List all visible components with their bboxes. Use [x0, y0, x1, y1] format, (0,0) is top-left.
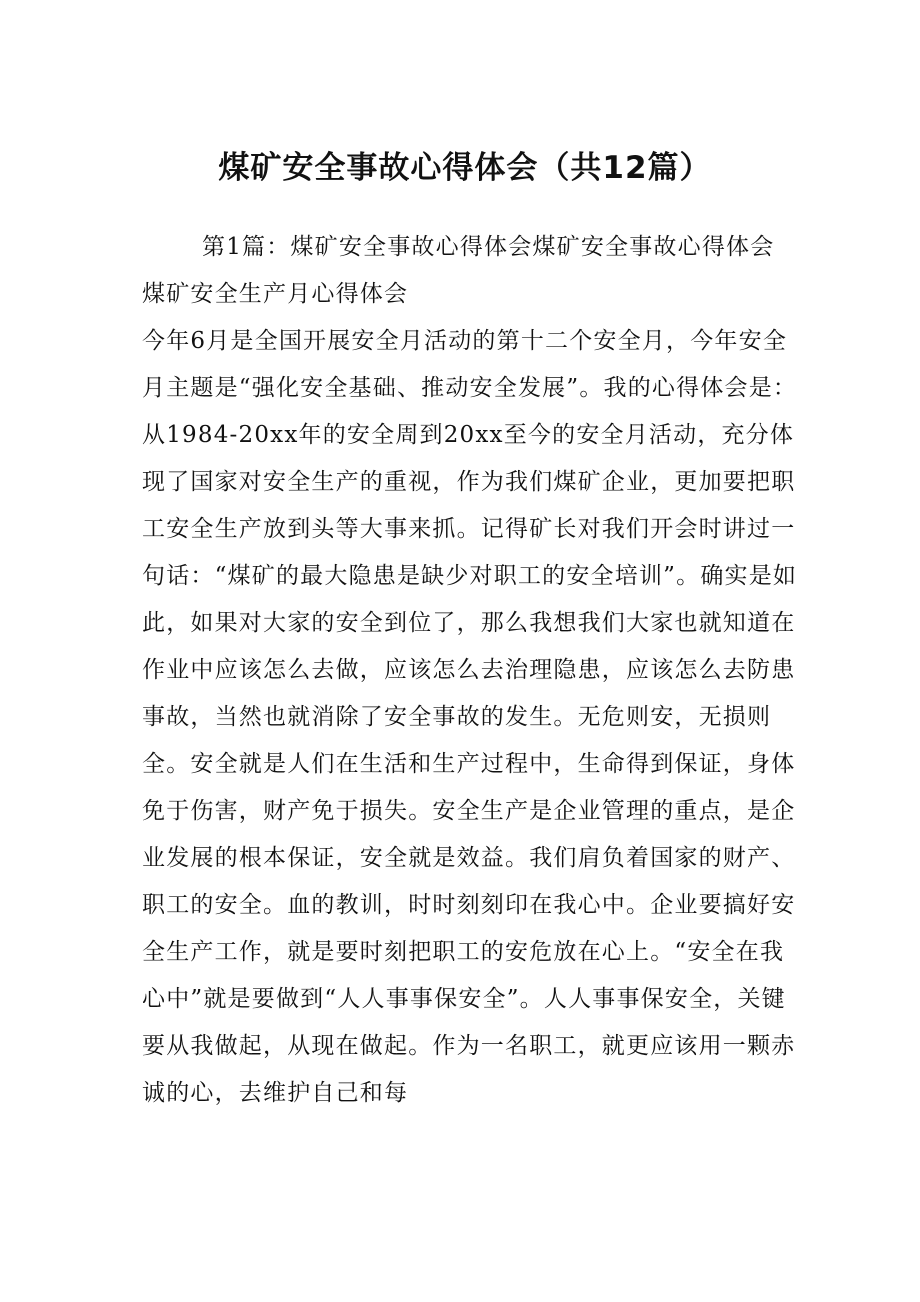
section-heading: 煤矿安全生产月心得体会: [142, 281, 409, 307]
document-body: [142, 224, 800, 1117]
chapter-heading: 第1篇：煤矿安全事故心得体会煤矿安全事故心得体会: [202, 234, 775, 260]
document-title: 煤矿安全事故心得体会（共12篇）: [218, 150, 712, 186]
body-paragraph: 今年6月是全国开展安全月活动的第十二个安全月，今年安全月主题是“强化安全基础、推动安全发展”。我的心得体会是：从1984-20xx年的安全周到20xx至今的安全月活动，充分体现了国家对安全生产的重视，作为我们煤矿企业，更加要把职工安全生产放到头等大事来抓。记得矿长对我们开会时讲过一句话：“煤矿的最大隐患是缺少对职工的安全培训”。确实是如此，如果对大家的安全到位了，那么我想我们大家也就知道在作业中应该怎么去做，应该怎么去治理隐患，应该怎么去防患事故，当然也就消除了安全事故的发生。无危则安，无损则全。安全就是人们在生活和生产过程中，生命得到保证，身体免于伤害，财产免于损失。安全生产是企业管理的重点，是企业发展的根本保证，安全就是效益。我们肩负着国家的财产、职工的安全。血的教训，时时刻刻印在我心中。企业要搞好安全生产工作，就是要时刻把职工的安危放在心上。“安全在我心中”就是要做到“人人事事保安全”。人人事事保安全，关键要从我做起，从现在做起。作为一名职工，就更应该用一颗赤诚的心，去维护自己和每: [142, 328, 798, 1106]
